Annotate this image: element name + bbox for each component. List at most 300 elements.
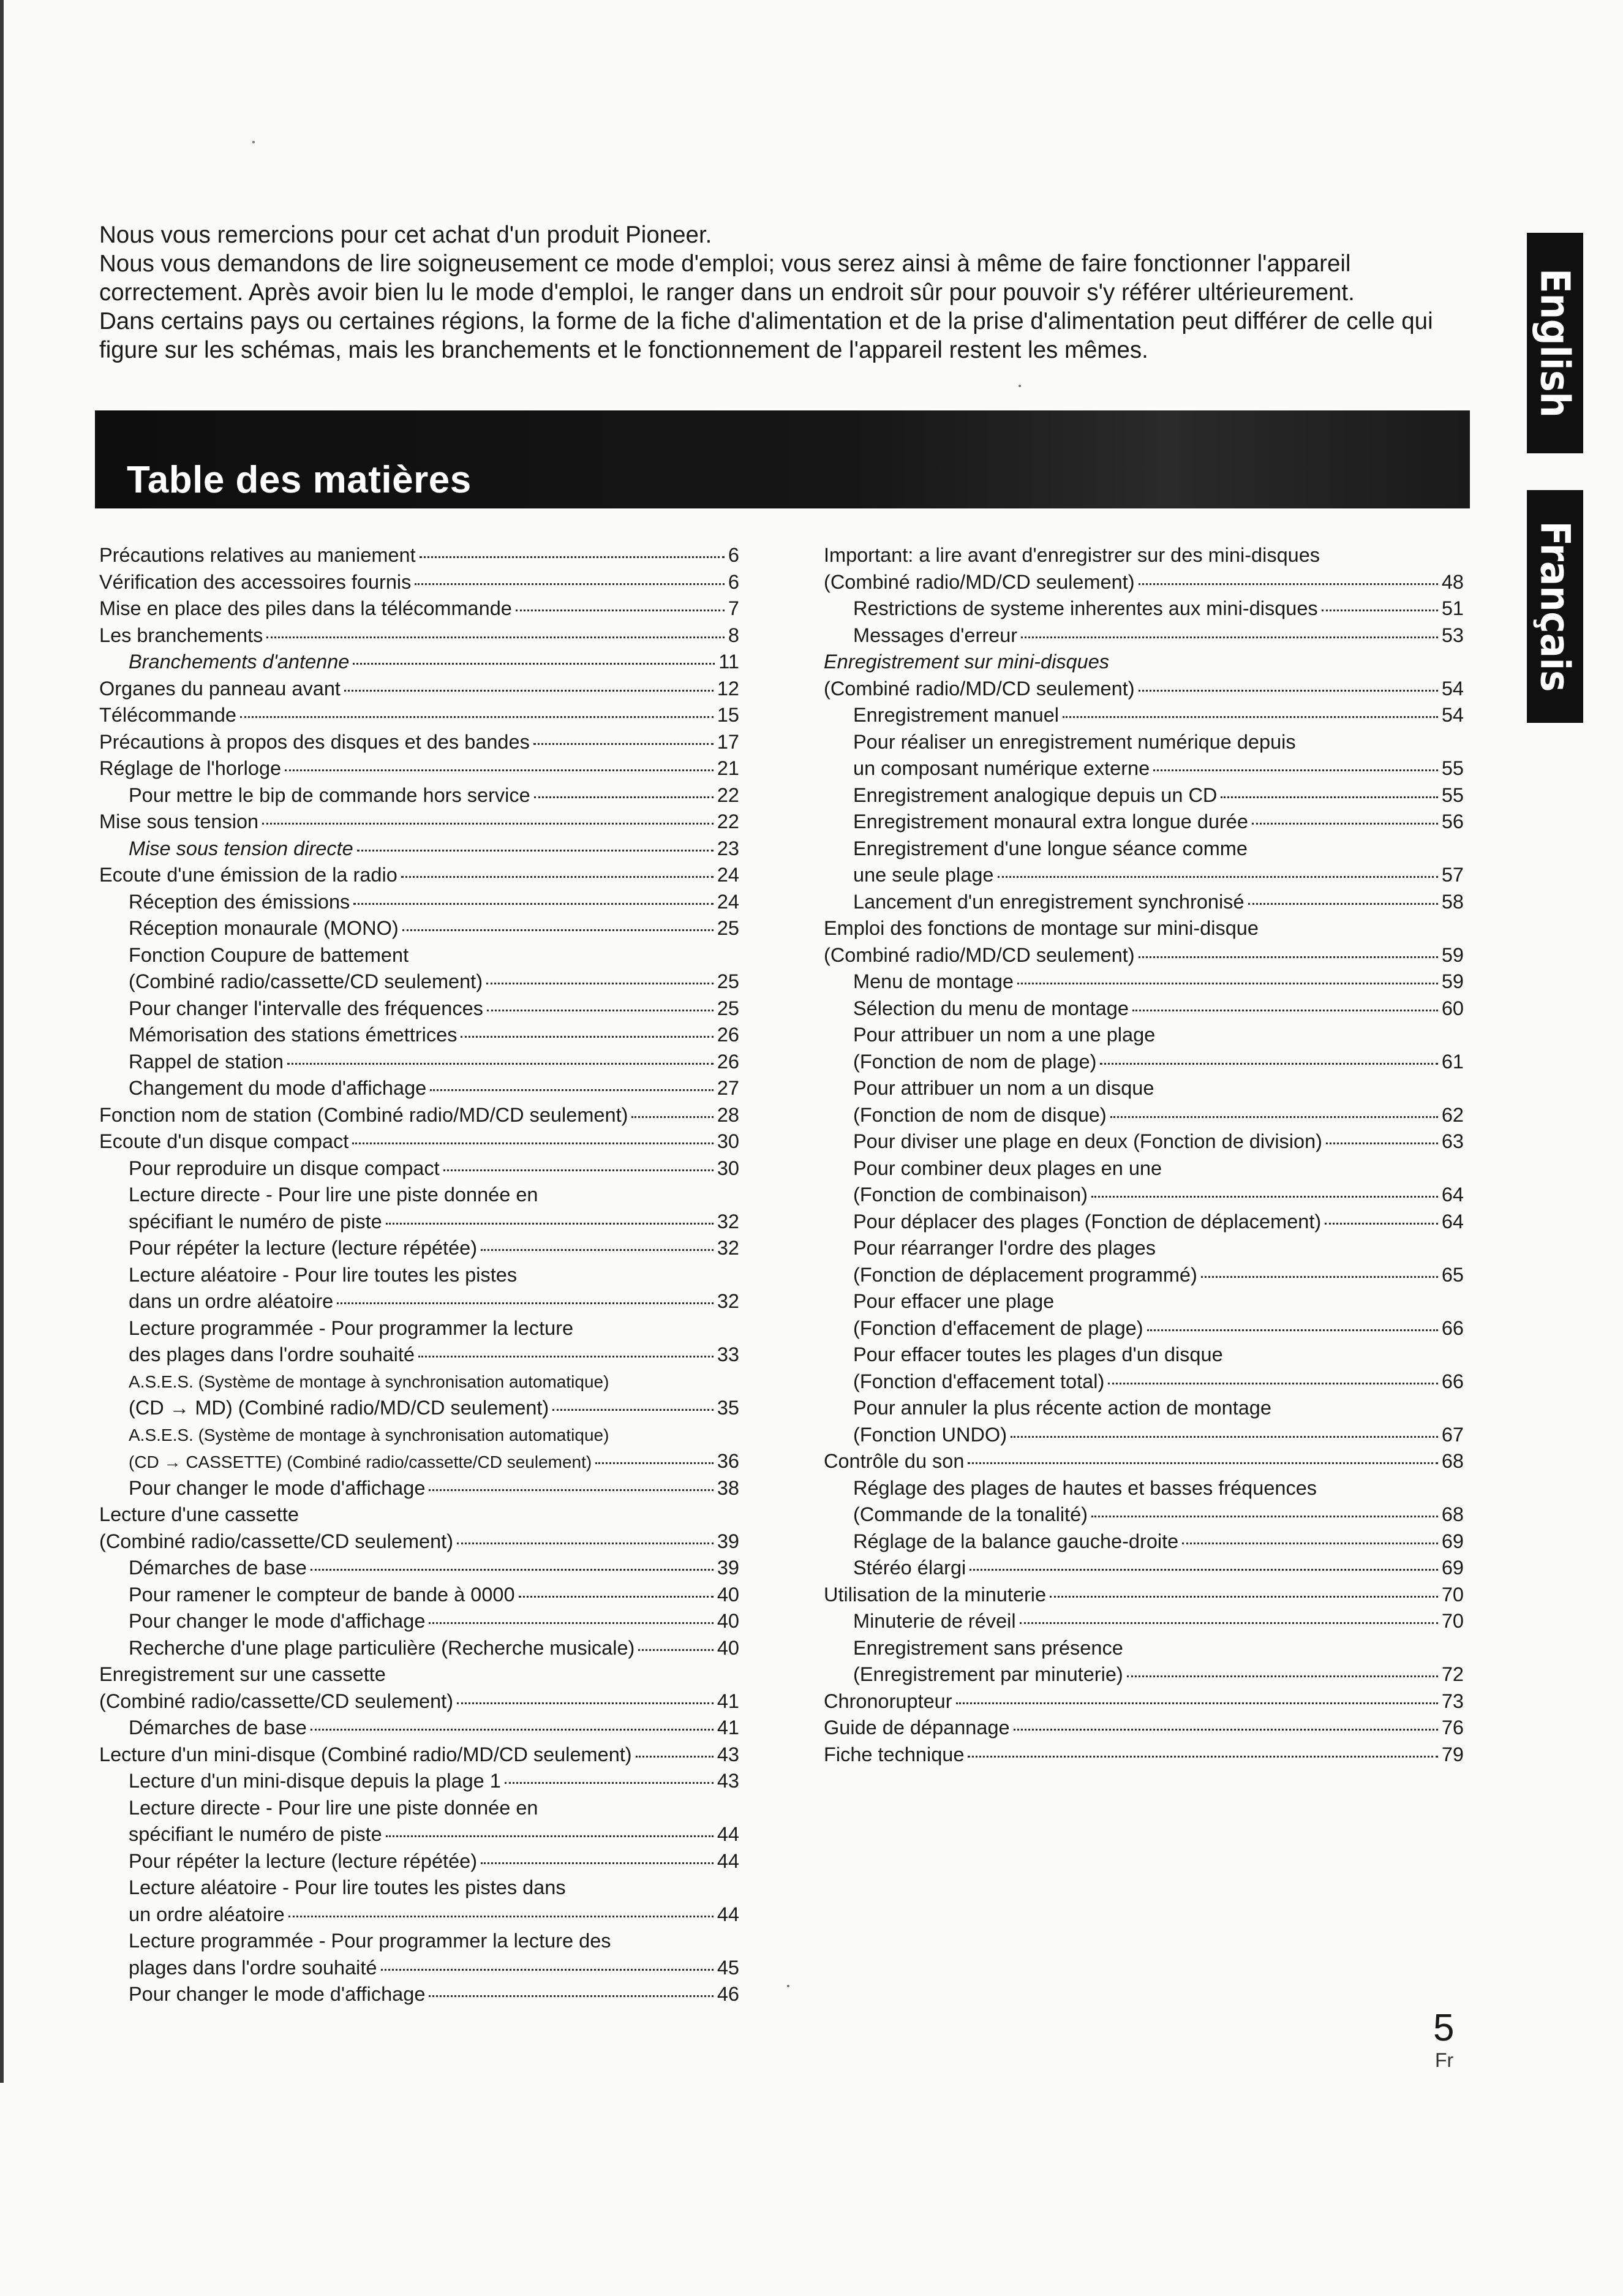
toc-entry-page: 40 [717, 1636, 739, 1659]
toc-entry-title: Réglage de la balance gauche-droite [853, 1530, 1179, 1552]
toc-entry-page: 68 [1441, 1450, 1464, 1472]
toc-entry-page: 60 [1441, 997, 1464, 1019]
toc-leader-dots [1182, 1543, 1438, 1544]
toc-entry[interactable] [824, 1528, 1464, 1555]
toc-leader-dots [420, 556, 725, 558]
toc-entry[interactable] [824, 1688, 1464, 1715]
toc-entry[interactable] [824, 862, 1464, 889]
toc-entry-title: Mise en place des piles dans la télécommande [99, 597, 512, 619]
toc-leader-dots [457, 1702, 714, 1704]
toc-entry-title: (CD → CASSETTE) (Combiné radio/cassette/CD seulement) [129, 1452, 592, 1471]
toc-entry-page: 51 [1441, 597, 1464, 619]
toc-entry-page: 26 [717, 1050, 739, 1073]
toc-entry[interactable] [99, 1315, 739, 1342]
toc-entry-page: 64 [1441, 1210, 1464, 1233]
toc-entry[interactable] [99, 729, 739, 756]
toc-entry[interactable] [99, 889, 739, 916]
toc-leader-dots [1252, 823, 1438, 825]
toc-entry-title: Fiche technique [824, 1743, 965, 1765]
language-tab-english[interactable] [1527, 233, 1583, 453]
toc-entry-title: (Fonction d'effacement de plage) [853, 1316, 1143, 1339]
toc-entry-page: 32 [717, 1210, 739, 1233]
toc-entry-page: 45 [717, 1956, 739, 1979]
toc-entry-title: Pour réarranger l'ordre des plages [853, 1237, 1156, 1259]
toc-entry[interactable] [824, 1715, 1464, 1742]
toc-entry-title: Minuterie de réveil [853, 1610, 1016, 1632]
toc-entry-title: un composant numérique externe [853, 757, 1150, 779]
toc-entry-page: 59 [1441, 943, 1464, 966]
toc-entry[interactable] [99, 1768, 739, 1795]
toc-entry[interactable] [99, 995, 739, 1022]
toc-entry[interactable] [824, 1209, 1464, 1236]
toc-entry[interactable] [99, 542, 739, 569]
toc-entry-page: 33 [717, 1343, 739, 1365]
toc-leader-dots [1139, 583, 1438, 585]
toc-entry[interactable] [824, 676, 1464, 703]
toc-entry-page: 17 [717, 730, 739, 753]
toc-entry[interactable] [824, 915, 1464, 942]
toc-entry-title: Pour changer l'intervalle des fréquences [129, 997, 483, 1019]
toc-entry-title: Pour effacer toutes les plages d'un disque [853, 1343, 1223, 1365]
toc-leader-dots [357, 850, 714, 852]
toc-entry[interactable] [99, 1901, 739, 1928]
toc-entry[interactable] [99, 1875, 739, 1901]
toc-entry-title: Sélection du menu de montage [853, 997, 1129, 1019]
toc-entry[interactable] [824, 1369, 1464, 1395]
toc-entry[interactable] [824, 1661, 1464, 1688]
toc-entry-page: 30 [717, 1157, 739, 1179]
toc-entry[interactable] [824, 1475, 1464, 1502]
toc-entry-title: Ecoute d'une émission de la radio [99, 864, 397, 886]
toc-entry-page: 56 [1441, 810, 1464, 833]
toc-entry[interactable] [824, 836, 1464, 863]
toc-entry-title: Restrictions de systeme inherentes aux mini-disques [853, 597, 1318, 619]
toc-entry-page: 54 [1441, 677, 1464, 700]
toc-entry-page: 41 [717, 1716, 739, 1739]
toc-entry[interactable] [824, 702, 1464, 729]
toc-leader-dots [481, 1862, 714, 1864]
toc-entry[interactable] [99, 1262, 739, 1289]
toc-entry[interactable] [99, 942, 739, 969]
toc-entry[interactable] [99, 1608, 739, 1635]
toc-entry[interactable] [824, 942, 1464, 969]
toc-leader-dots [266, 636, 725, 638]
toc-entry[interactable] [99, 809, 739, 836]
toc-entry-page: 69 [1441, 1557, 1464, 1579]
toc-entry[interactable] [99, 1395, 739, 1422]
language-tab-francais[interactable] [1527, 490, 1583, 723]
toc-leader-dots [481, 1249, 714, 1251]
toc-entry[interactable] [824, 569, 1464, 596]
toc-entry-title: Emploi des fonctions de montage sur mini-disque [824, 917, 1259, 939]
toc-leader-dots [487, 1010, 714, 1011]
toc-leader-dots [1325, 1223, 1438, 1225]
toc-entry[interactable] [824, 1022, 1464, 1049]
toc-entry-title: Rappel de station [129, 1050, 284, 1073]
toc-entry-page: 44 [717, 1823, 739, 1845]
toc-leader-dots [1050, 1596, 1438, 1598]
toc-leader-dots [1021, 636, 1438, 638]
toc-entry[interactable] [824, 1128, 1464, 1155]
toc-entry-title: (Fonction UNDO) [853, 1423, 1007, 1446]
toc-entry[interactable] [824, 622, 1464, 649]
toc-leader-dots [344, 690, 714, 692]
toc-leader-dots [505, 1782, 714, 1784]
toc-entry[interactable] [99, 1075, 739, 1102]
toc-entry-title: (Fonction de déplacement programmé) [853, 1263, 1197, 1286]
toc-entry[interactable] [824, 1555, 1464, 1582]
toc-entry-page: 22 [717, 784, 739, 806]
toc-entry-page: 26 [717, 1024, 739, 1046]
toc-entry-title: Pour répéter la lecture (lecture répétée) [129, 1849, 478, 1872]
toc-entry[interactable] [824, 1608, 1464, 1635]
toc-entry-page: 64 [1441, 1184, 1464, 1206]
toc-entry[interactable] [99, 915, 739, 942]
toc-leader-dots [1110, 1116, 1438, 1118]
toc-entry[interactable] [824, 1422, 1464, 1449]
toc-entry-title: Enregistrement sur une cassette [99, 1663, 386, 1685]
scan-speck [787, 1985, 789, 1987]
language-tab-label: Français [1531, 521, 1579, 692]
toc-entry[interactable] [99, 649, 739, 676]
toc-entry-title: Enregistrement sans présence [853, 1636, 1123, 1659]
toc-entry-title: Important: a lire avant d'enregistrer sur des mini-disques [824, 544, 1320, 566]
toc-entry-title: Messages d'erreur [853, 624, 1018, 646]
toc-entry-page: 76 [1441, 1716, 1464, 1739]
toc-entry-page: 39 [717, 1557, 739, 1579]
toc-leader-dots [262, 823, 714, 825]
toc-entry-title: dans un ordre aléatoire [129, 1290, 334, 1312]
toc-entry-title: Menu de montage [853, 970, 1014, 992]
page-edge-line [0, 0, 4, 2083]
scan-speck [252, 141, 255, 143]
toc-entry[interactable] [99, 836, 739, 863]
toc-entry[interactable] [99, 1955, 739, 1982]
toc-entry[interactable] [824, 995, 1464, 1022]
toc-entry[interactable] [99, 1715, 739, 1742]
toc-leader-dots [1020, 1622, 1438, 1624]
toc-entry-title: Fonction nom de station (Combiné radio/MD/CD seulement) [99, 1103, 628, 1126]
toc-entry-title: Guide de dépannage [824, 1716, 1010, 1739]
toc-leader-dots [1147, 1329, 1438, 1331]
toc-entry-page: 6 [728, 544, 739, 566]
toc-entry-title: (Combiné radio/MD/CD seulement) [824, 570, 1135, 593]
toc-entry-page: 70 [1441, 1583, 1464, 1606]
toc-entry-title: Recherche d'une plage particulière (Recherche musicale) [129, 1636, 635, 1659]
toc-entry-page: 72 [1441, 1663, 1464, 1685]
toc-entry[interactable] [99, 1688, 739, 1715]
toc-entry-page: 15 [717, 704, 739, 726]
intro-paragraph: Nous vous remercions pour cet achat d'un produit Pioneer. [99, 222, 712, 248]
toc-entry[interactable] [99, 1235, 739, 1262]
toc-entry-title: Enregistrement analogique depuis un CD [853, 784, 1218, 806]
toc-entry-title: Pour effacer une plage [853, 1290, 1055, 1312]
toc-leader-dots [519, 1596, 714, 1598]
toc-entry[interactable] [824, 1155, 1464, 1182]
toc-entry[interactable] [99, 702, 739, 729]
toc-entry-page: 36 [717, 1450, 739, 1472]
toc-entry-page: 55 [1441, 757, 1464, 779]
toc-entry[interactable] [99, 1582, 739, 1609]
toc-entry-page: 48 [1441, 570, 1464, 593]
toc-entry[interactable] [824, 755, 1464, 782]
intro-paragraph: Dans certains pays ou certaines régions, la forme de la fiche d'alimentation et de la prise d'alimentation peut différer de celle qui figure sur les schémas, mais les branchements et le fonctionnement de l'appareil restent les mêmes. [99, 308, 1433, 363]
toc-entry-title: Lancement d'un enregistrement synchronisé [853, 890, 1245, 913]
toc-entry-title: Télécommande [99, 704, 236, 726]
toc-leader-dots [386, 1223, 714, 1225]
toc-entry-title: (Combiné radio/MD/CD seulement) [824, 943, 1135, 966]
toc-entry[interactable] [99, 969, 739, 995]
toc-entry-title: (Enregistrement par minuterie) [853, 1663, 1123, 1685]
toc-entry-page: 59 [1441, 970, 1464, 992]
toc-leader-dots [429, 1995, 713, 1997]
toc-leader-dots [353, 903, 714, 905]
toc-entry-page: 6 [728, 570, 739, 593]
toc-entry-page: 11 [718, 651, 739, 673]
toc-entry-title: Lecture directe - Pour lire une piste donnée en [129, 1796, 538, 1819]
toc-leader-dots [1201, 1276, 1438, 1278]
toc-entry[interactable] [824, 1742, 1464, 1769]
toc-entry[interactable] [99, 782, 739, 809]
toc-entry-page: 41 [717, 1690, 739, 1712]
toc-entry-title: (Combiné radio/cassette/CD seulement) [129, 970, 483, 992]
toc-entry[interactable] [99, 1448, 739, 1475]
toc-leader-dots [337, 1302, 714, 1304]
toc-entry[interactable] [99, 676, 739, 703]
toc-entry-page: 25 [717, 997, 739, 1019]
toc-entry[interactable] [99, 1422, 739, 1449]
toc-entry[interactable] [99, 595, 739, 622]
toc-entry-page: 69 [1441, 1530, 1464, 1552]
toc-leader-dots [1132, 1010, 1438, 1011]
toc-entry[interactable] [99, 569, 739, 596]
toc-entry-page: 44 [717, 1903, 739, 1925]
toc-entry[interactable] [824, 1635, 1464, 1662]
toc-entry[interactable] [99, 1128, 739, 1155]
toc-leader-dots [311, 1729, 714, 1731]
toc-entry-title: Réception monaurale (MONO) [129, 917, 399, 939]
scan-speck [1019, 385, 1021, 387]
toc-entry[interactable] [824, 1049, 1464, 1076]
toc-entry-title: (Fonction de combinaison) [853, 1184, 1088, 1206]
toc-entry[interactable] [99, 1555, 739, 1582]
toc-entry-title: Vérification des accessoires fournis [99, 570, 412, 593]
toc-entry-page: 32 [717, 1290, 739, 1312]
toc-entry-title: Lecture programmée - Pour programmer la lecture des [129, 1930, 611, 1952]
toc-entry-title: Lecture aléatoire - Pour lire toutes les pistes dans [129, 1876, 566, 1898]
toc-entry-title: Pour attribuer un nom a une plage [853, 1024, 1156, 1046]
toc-entry[interactable] [99, 1049, 739, 1076]
toc-entry-title: (Combiné radio/MD/CD seulement) [824, 677, 1135, 700]
toc-entry-page: 24 [717, 890, 739, 913]
toc-entry-title: Pour ramener le compteur de bande à 0000 [129, 1583, 515, 1606]
toc-entry-title: Pour changer le mode d'affichage [129, 1983, 426, 2005]
toc-leader-dots [430, 1089, 714, 1091]
toc-entry-title: Chronorupteur [824, 1690, 952, 1712]
toc-entry-page: 24 [717, 864, 739, 886]
toc-entry-page: 44 [717, 1849, 739, 1872]
toc-leader-dots [1153, 769, 1438, 771]
toc-entry-title: Réception des émissions [129, 890, 350, 913]
toc-entry[interactable] [99, 1795, 739, 1822]
toc-entry[interactable] [99, 622, 739, 649]
toc-entry[interactable] [824, 1342, 1464, 1369]
toc-entry-page: 7 [728, 597, 739, 619]
toc-entry[interactable] [99, 1848, 739, 1875]
toc-leader-dots [353, 663, 715, 665]
toc-entry-page: 30 [717, 1130, 739, 1152]
toc-leader-dots [311, 1569, 714, 1571]
toc-entry[interactable] [824, 1182, 1464, 1209]
toc-entry[interactable] [824, 1315, 1464, 1342]
toc-leader-dots [402, 929, 714, 931]
toc-entry[interactable] [824, 1288, 1464, 1315]
toc-entry-page: 62 [1441, 1103, 1464, 1126]
toc-entry-page: 68 [1441, 1503, 1464, 1525]
toc-entry[interactable] [99, 1475, 739, 1502]
toc-entry-title: des plages dans l'ordre souhaité [129, 1343, 415, 1365]
toc-entry-title: Changement du mode d'affichage [129, 1077, 427, 1099]
toc-leader-dots [1248, 903, 1438, 905]
toc-entry-page: 38 [717, 1476, 739, 1499]
toc-leader-dots [533, 743, 714, 745]
toc-entry-page: 63 [1441, 1130, 1464, 1152]
toc-entry[interactable] [824, 809, 1464, 836]
toc-entry[interactable] [99, 1288, 739, 1315]
toc-leader-dots [534, 796, 714, 798]
toc-leader-dots [595, 1462, 714, 1464]
toc-entry[interactable] [824, 1501, 1464, 1528]
toc-leader-dots [1139, 690, 1438, 692]
toc-entry-title: Pour annuler la plus récente action de montage [853, 1397, 1271, 1419]
toc-entry[interactable] [824, 1262, 1464, 1289]
toc-entry[interactable] [824, 595, 1464, 622]
toc-leader-dots [1100, 1063, 1437, 1065]
toc-entry-title: Pour changer le mode d'affichage [129, 1476, 426, 1499]
toc-entry[interactable] [824, 782, 1464, 809]
toc-entry-title: Lecture d'une cassette [99, 1503, 299, 1525]
toc-leader-dots [968, 1462, 1437, 1464]
toc-entry-title: Pour reproduire un disque compact [129, 1157, 440, 1179]
toc-entry-title: Lecture aléatoire - Pour lire toutes les pistes [129, 1263, 518, 1286]
toc-leader-dots [429, 1489, 713, 1491]
toc-entry-title: Réglage de l'horloge [99, 757, 282, 779]
toc-entry-title: Enregistrement sur mini-disques [824, 651, 1110, 673]
toc-entry-page: 8 [728, 624, 739, 646]
toc-entry-title: Enregistrement manuel [853, 704, 1059, 726]
toc-leader-dots [516, 610, 725, 611]
toc-entry-title: Précautions à propos des disques et des bandes [99, 730, 530, 753]
toc-leader-dots [386, 1835, 714, 1837]
toc-leader-dots [1221, 796, 1437, 798]
toc-entry[interactable] [824, 969, 1464, 995]
toc-entry-title: Pour mettre le bip de commande hors service [129, 784, 530, 806]
toc-entry[interactable] [99, 1528, 739, 1555]
toc-entry-title: Ecoute d'un disque compact [99, 1130, 349, 1152]
toc-entry-title: Les branchements [99, 624, 263, 646]
toc-entry-page: 67 [1441, 1423, 1464, 1446]
toc-entry[interactable] [99, 1022, 739, 1049]
toc-entry[interactable] [824, 542, 1464, 569]
toc-entry-page: 43 [717, 1770, 739, 1792]
toc-leader-dots [1322, 610, 1438, 611]
toc-entry-page: 43 [717, 1743, 739, 1765]
toc-entry[interactable] [824, 1395, 1464, 1422]
toc-entry-title: (Fonction de nom de plage) [853, 1050, 1097, 1073]
toc-entry[interactable] [99, 1661, 739, 1688]
toc-entry-page: 54 [1441, 704, 1464, 726]
toc-entry-page: 66 [1441, 1316, 1464, 1339]
toc-entry-title: Pour déplacer des plages (Fonction de déplacement) [853, 1210, 1322, 1233]
toc-entry[interactable] [824, 1235, 1464, 1262]
toc-entry[interactable] [99, 1981, 739, 2008]
toc-entry-title: Lecture d'un mini-disque (Combiné radio/MD/CD seulement) [99, 1743, 632, 1765]
toc-entry-title: Utilisation de la minuterie [824, 1583, 1047, 1606]
toc-column-right [824, 542, 1464, 1768]
toc-entry-title: Mise sous tension directe [129, 837, 353, 859]
toc-entry-title: Mise sous tension [99, 810, 259, 833]
toc-entry[interactable] [99, 1501, 739, 1528]
toc-entry[interactable] [99, 1102, 739, 1129]
toc-entry[interactable] [99, 1209, 739, 1236]
toc-entry-title: un ordre aléatoire [129, 1903, 285, 1925]
toc-entry-title: une seule plage [853, 864, 994, 886]
toc-entry[interactable] [99, 1635, 739, 1662]
toc-leader-dots [998, 876, 1438, 878]
toc-entry-page: 40 [717, 1610, 739, 1632]
toc-entry[interactable] [824, 1102, 1464, 1129]
toc-entry-page: 27 [717, 1077, 739, 1099]
toc-entry-title: spécifiant le numéro de piste [129, 1210, 382, 1233]
toc-entry-title: Pour changer le mode d'affichage [129, 1610, 426, 1632]
toc-entry[interactable] [99, 1821, 739, 1848]
toc-entry-title: Réglage des plages de hautes et basses fréquences [853, 1476, 1317, 1499]
toc-entry[interactable] [99, 1342, 739, 1369]
toc-entry[interactable] [824, 889, 1464, 916]
toc-entry[interactable] [99, 1369, 739, 1395]
toc-banner [95, 410, 1470, 508]
toc-entry[interactable] [824, 1582, 1464, 1609]
toc-entry-title: Pour réaliser un enregistrement numérique depuis [853, 730, 1296, 753]
toc-leader-dots [552, 1409, 714, 1411]
toc-leader-dots [1127, 1675, 1438, 1677]
language-tab-label: English [1531, 268, 1579, 418]
toc-entry-page: 70 [1441, 1610, 1464, 1632]
toc-entry[interactable] [99, 1182, 739, 1209]
toc-entry-title: Lecture programmée - Pour programmer la lecture [129, 1316, 574, 1339]
toc-entry-page: 25 [717, 917, 739, 939]
intro-text [99, 221, 1468, 364]
toc-entry-title: A.S.E.S. (Système de montage à synchronisation automatique) [129, 1372, 609, 1391]
toc-entry[interactable] [99, 1928, 739, 1955]
toc-entry[interactable] [99, 755, 739, 782]
toc-entry[interactable] [824, 1075, 1464, 1102]
intro-paragraph: Nous vous demandons de lire soigneusement ce mode d'emploi; vous serez ainsi à même de faire fonctionner l'appareil correctement. Après avoir bien lu le mode d'emploi, le ranger dans un endroit sûr pour pouvoir s'y référer ultérieurement. [99, 251, 1355, 306]
toc-entry[interactable] [824, 1448, 1464, 1475]
toc-leader-dots [1091, 1196, 1438, 1198]
toc-entry[interactable] [99, 1742, 739, 1769]
toc-entry[interactable] [824, 729, 1464, 756]
toc-leader-dots [970, 1569, 1438, 1571]
toc-entry-title: plages dans l'ordre souhaité [129, 1956, 377, 1979]
toc-entry[interactable] [824, 649, 1464, 676]
toc-entry[interactable] [99, 862, 739, 889]
toc-entry-title: Pour combiner deux plages en une [853, 1157, 1162, 1179]
toc-entry-title: Démarches de base [129, 1557, 307, 1579]
toc-entry[interactable] [99, 1155, 739, 1182]
toc-leader-dots [443, 1169, 714, 1171]
toc-entry-page: 23 [717, 837, 739, 859]
